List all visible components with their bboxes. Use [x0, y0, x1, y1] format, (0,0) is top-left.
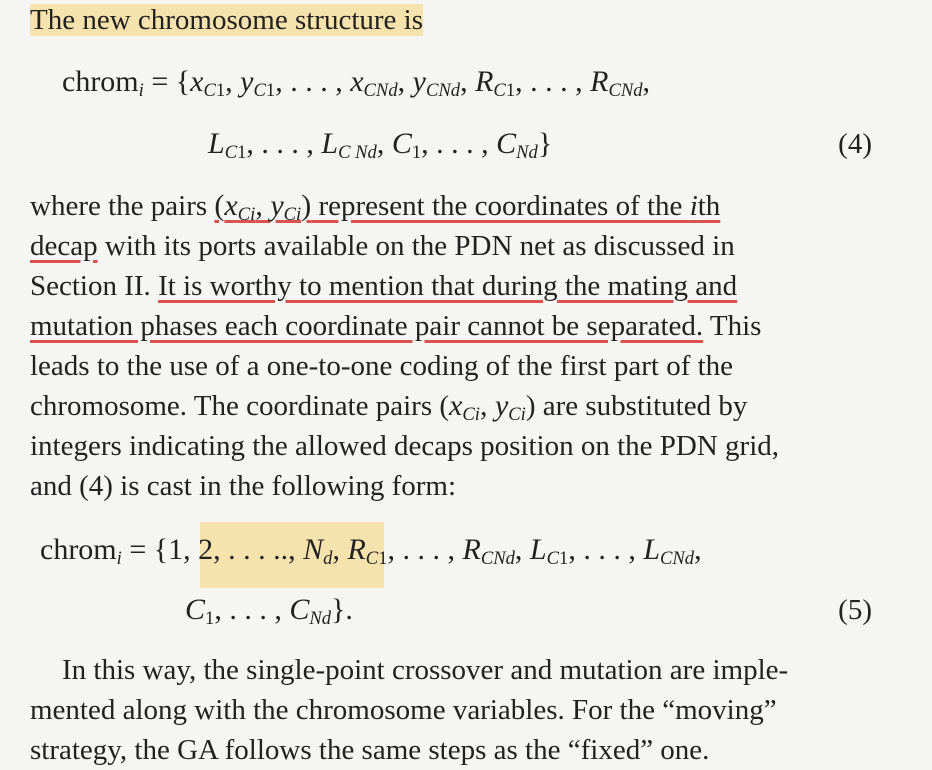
equation-5-number: (5)	[838, 594, 872, 626]
highlighted-intro: The new chromosome structure is	[30, 4, 424, 36]
para2-line-3: Section II. It is worthy to mention that during the mating and	[30, 270, 738, 302]
para3-line-3: strategy, the GA follows the same steps as the “fixed” one.	[30, 734, 710, 766]
para3-line-2: mented along with the chromosome variables. For the “moving”	[30, 694, 777, 726]
equation-5-line-1: chrom$_i$ = {1, 2, . . . .., $N_d$, $R_{C1}$, . . . , $R_{CNd}$, $L_{C1}$, . . . , $L_{CNd}$,	[40, 533, 702, 570]
para2-line-5: leads to the use of a one-to-one coding of the first part of the	[30, 350, 734, 382]
intro-line	[30, 0, 423, 40]
para3-line-1: In this way, the single-point crossover and mutation are imple-	[62, 654, 789, 686]
equation-5-line-2: $C_1$, . . . , $C_{Nd}$}.	[185, 593, 353, 630]
equation-4-line-2: $L_{C1}$, . . . , $L_{C Nd}$, $C_1$, . . . , $C_{Nd}$}	[208, 127, 553, 164]
para2-line-7: integers indicating the allowed decaps position on the PDN grid,	[30, 430, 780, 462]
para2-line-2: decap with its ports available on the PDN net as discussed in	[30, 230, 735, 262]
equation-4-number: (4)	[838, 128, 872, 160]
para2-line-8: and (4) is cast in the following form:	[30, 470, 457, 502]
equation-4-line-1: chrom$_i$ = {$x_{C1}$, $y_{C1}$, . . . , $x_{CNd}$, $y_{CNd}$, $R_{C1}$, . . . , $R_{CNd}$,	[62, 65, 651, 102]
para2-line-6: chromosome. The coordinate pairs ($x_{Ci}$, $y_{Ci}$) are substituted by	[30, 389, 748, 426]
para2-line-4: mutation phases each coordinate pair cannot be separated. This	[30, 310, 762, 342]
para2-line-1: where the pairs ($x_{Ci}$, $y_{Ci}$) represent the coordinates of the ith	[30, 189, 721, 226]
